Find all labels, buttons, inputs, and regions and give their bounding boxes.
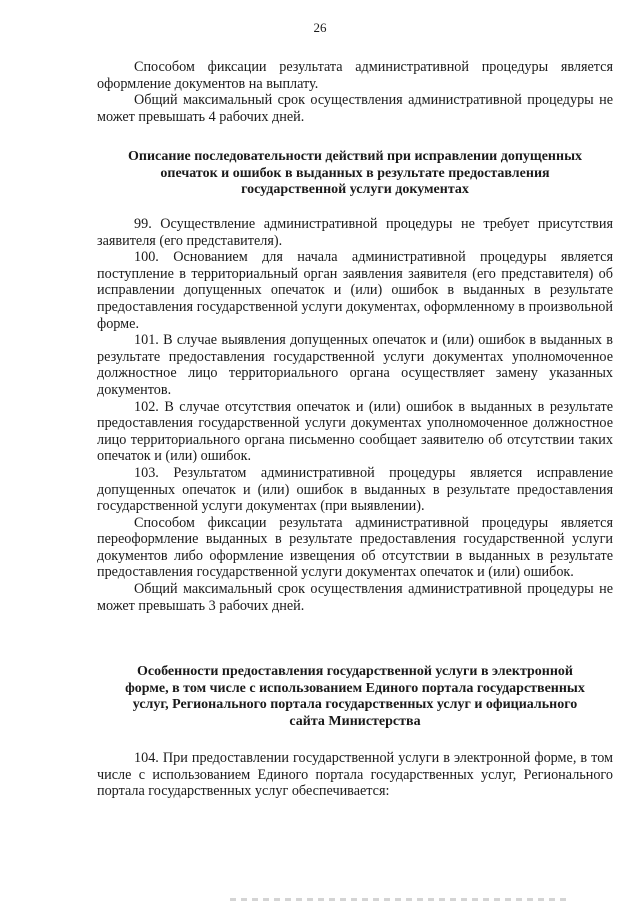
heading-line: Описание последовательности действий при исправлении допущенных [127,149,582,164]
paragraph: Общий максимальный срок осуществления административной процедуры не может превышать 4 рабочих дней. [97,92,613,125]
heading-line: Особенности предоставления государственной услуги в электронной [137,664,573,679]
intro-block [97,59,613,125]
paragraph: 100. Основанием для начала административной процедуры является поступление в территориальный орган заявления заявителя (его представителя) об исправлении допущенных опечаток и (или) ошибок в выданных в результате предоставления государственной услуги документах, оформленному в произвольной форме. [97,249,613,332]
section-body [97,216,613,614]
paragraph: 102. В случае отсутствия опечаток и (или) ошибок в выданных в результате предоставления государственной услуги документах уполномоченное должностное лицо территориального органа письменно сообщает заявителю об отсутствии таких опечаток и (или) ошибок. [97,398,613,465]
scan-artifact [230,898,570,901]
page-number: 26 [313,20,327,35]
paragraph: Способом фиксации результата административной процедуры является оформление документов на выплату. [97,59,613,92]
paragraph: Общий максимальный срок осуществления административной процедуры не может превышать 3 рабочих дней. [97,581,613,614]
paragraph: 104. При предоставлении государственной услуги в электронной форме, в том числе с использованием Единого портала государственных услуг, Регионального портала государственных услуг обеспечивается: [97,750,613,800]
heading-line: услуг, Регионального портала государственных услуг и официального [132,697,578,713]
paragraph: 99. Осуществление административной процедуры не требует присутствия заявителя (его представителя). [97,216,613,249]
heading-line: форме, в том числе с использованием Единого портала государственных [125,680,585,696]
heading-line: опечаток и ошибок в выданных в результате предоставления [160,165,550,181]
paragraph: 103. Результатом административной процедуры является исправление допущенных опечаток и (или) ошибок в выданных в результате предоставления государственной услуги документах (при выявлении). [97,464,613,515]
section-heading [97,664,613,730]
paragraph: Способом фиксации результата административной процедуры является переоформление выданных в результате предоставления государственной услуги документов либо оформление извещения об отсутствии в выданных в результате предоставления государственной услуги документах опечаток и (или) ошибок. [97,514,613,581]
paragraph: 101. В случае выявления допущенных опечаток и (или) ошибок в выданных в результате предоставления государственной услуги документах уполномоченное должностное лицо территориального органа осуществляет замену указанных документов. [97,332,613,398]
heading-line: государственной услуги документах [241,182,469,198]
section-body [97,750,613,800]
section-heading [97,149,613,199]
heading-line: сайта Министерства [289,713,421,729]
